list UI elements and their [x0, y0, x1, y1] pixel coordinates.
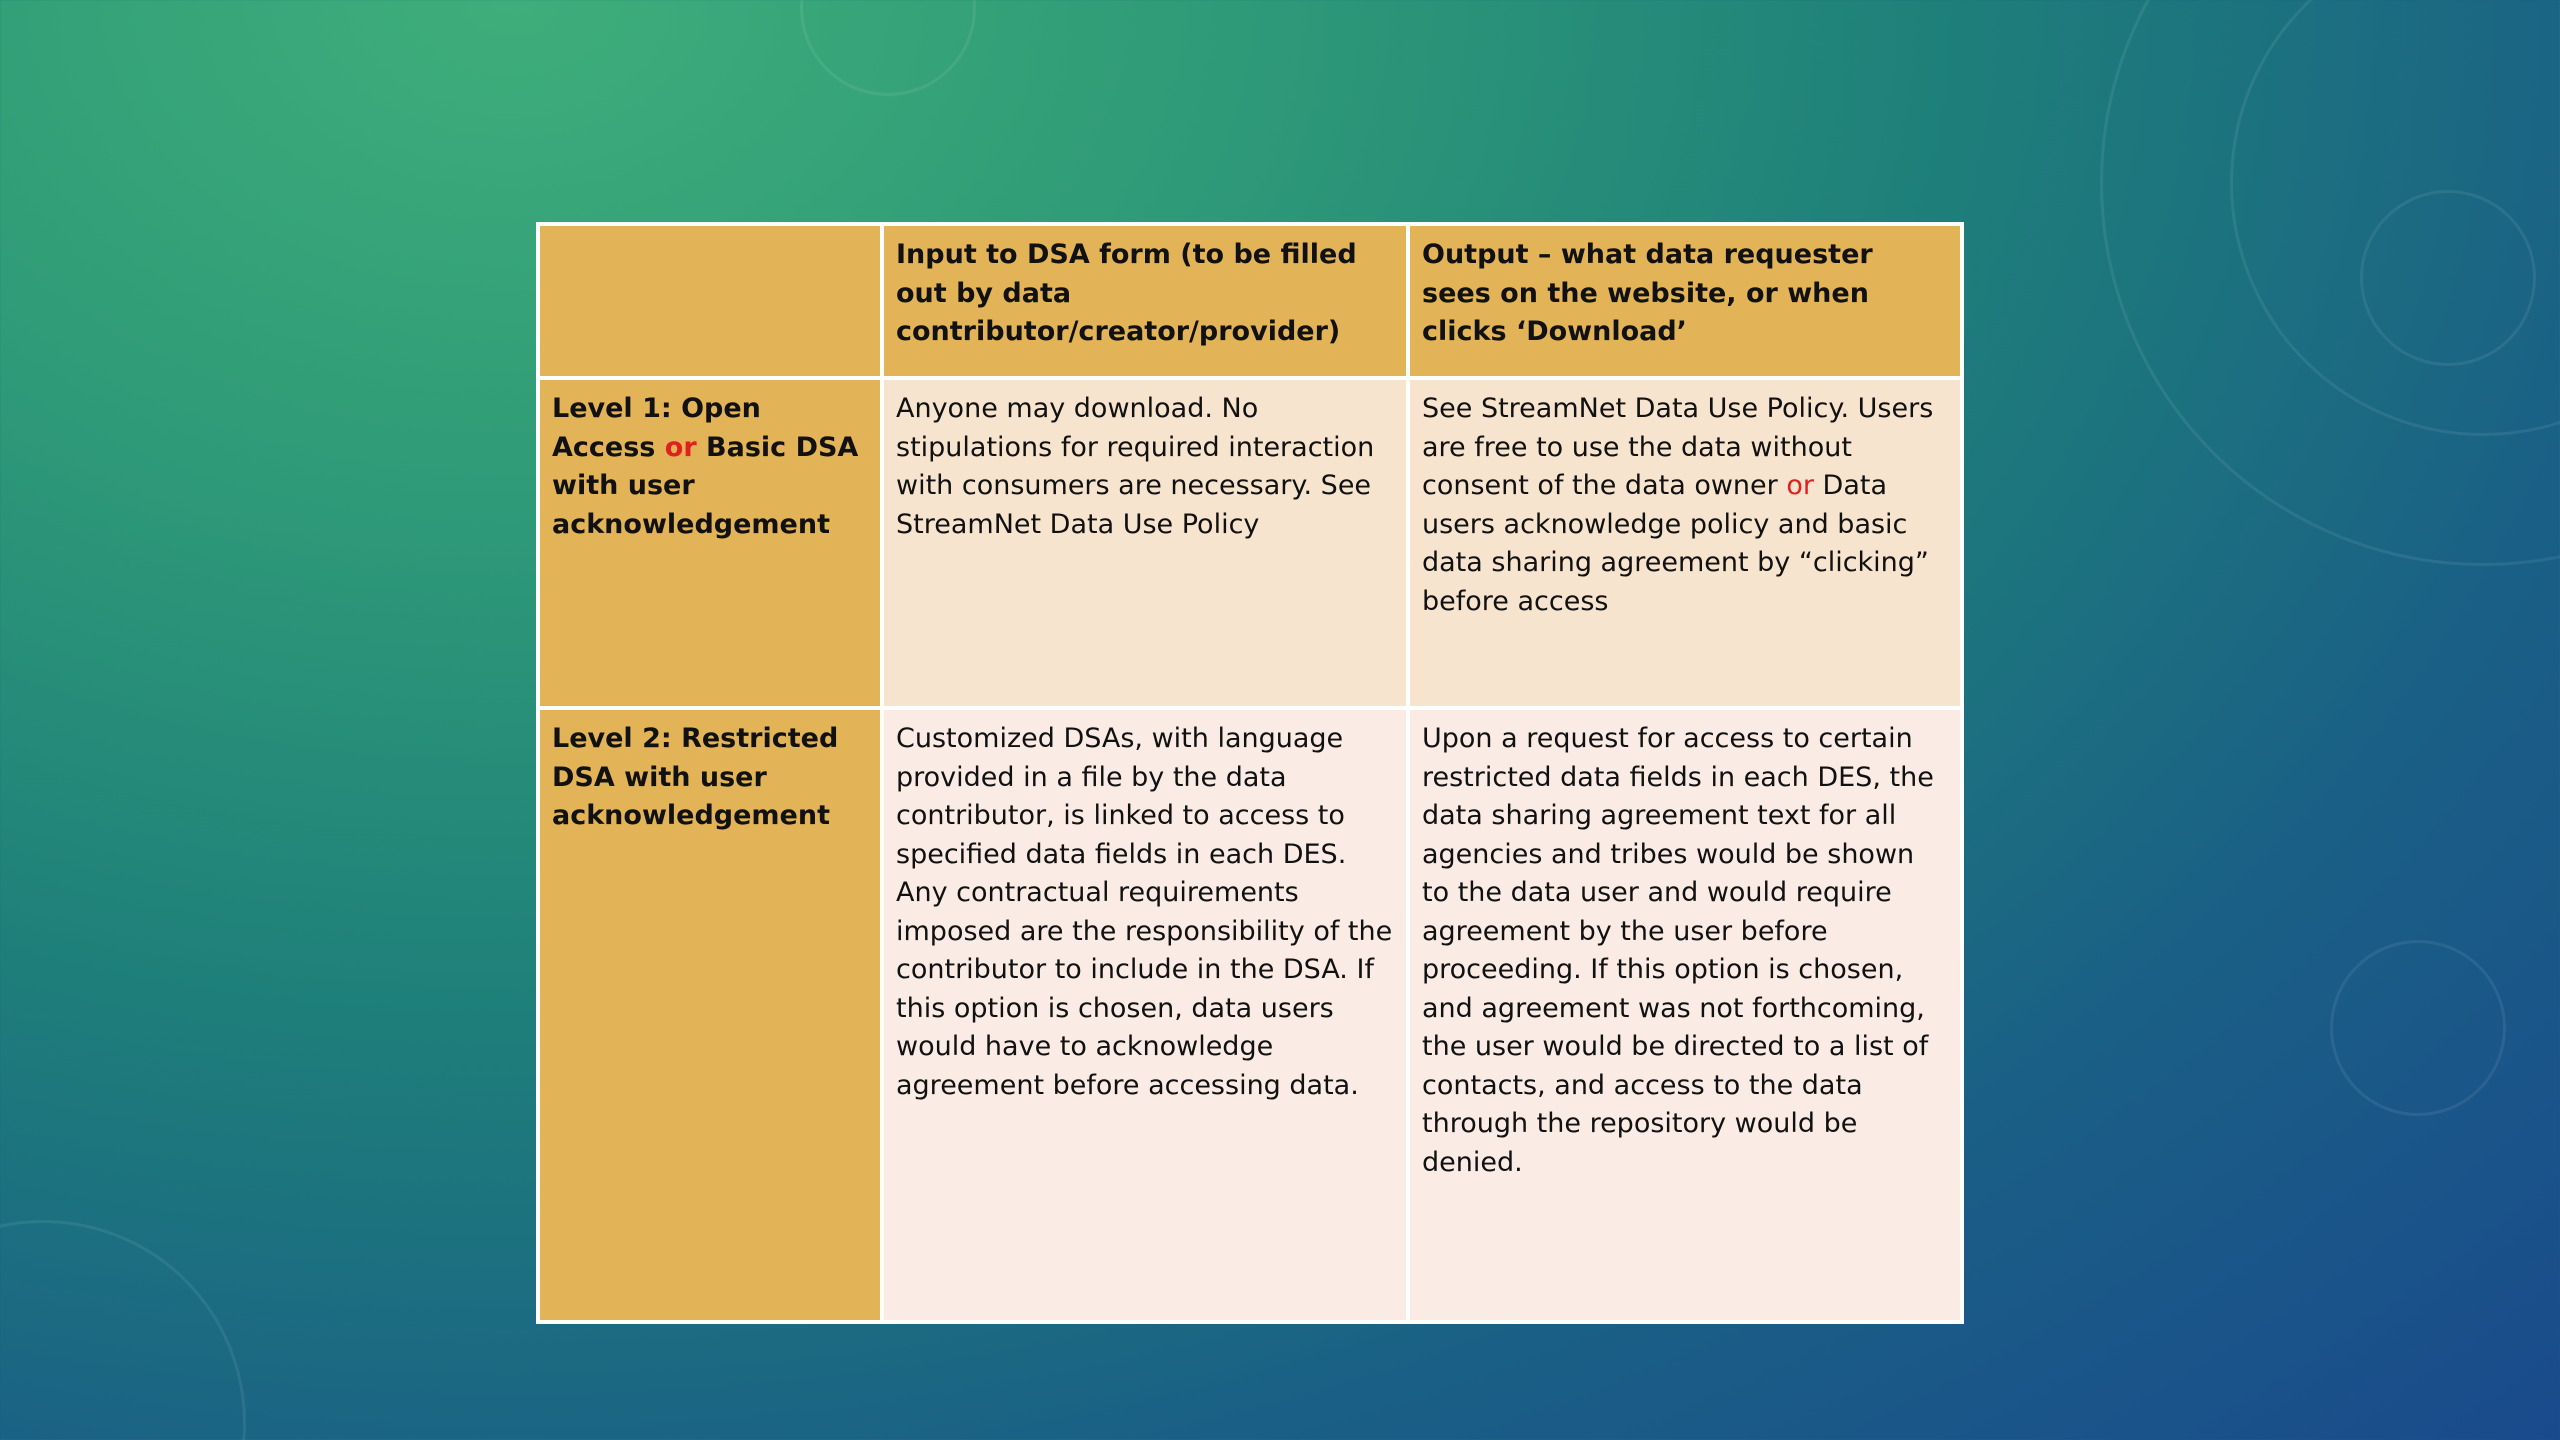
dsa-levels-table — [536, 222, 1964, 1324]
table-header-row — [538, 224, 1962, 378]
level-1-text-cont: Basic DSA with user acknowledgement — [552, 431, 859, 540]
level-1-output-text: See StreamNet Data Use Policy. Users are free to use the data without consent of the data owner — [1422, 393, 1934, 501]
level-1-label — [538, 378, 882, 708]
table-row — [538, 708, 1962, 1322]
or-highlight: or — [664, 431, 697, 463]
level-2-input: Customized DSAs, with language provided in a file by the data contributor, is linked to access to specified data fields in each DES. Any contractual requirements imposed are the responsibility of the contributor to include in the DSA. If this option is chosen, data users would have to acknowledge agreement before accessing data. — [882, 708, 1408, 1322]
header-cell-input: Input to DSA form (to be filled out by data contributor/creator/provider) — [882, 224, 1408, 378]
background-decoration — [2360, 190, 2536, 366]
level-2-output: Upon a request for access to certain restricted data fields in each DES, the data sharing agreement text for all agencies and tribes would be shown to the data user and would require agreement by the user before proceeding. If this option is chosen, and agreement was not forthcoming, the user would be directed to a list of contacts, and access to the data through the repository would be denied. — [1408, 708, 1962, 1322]
header-cell-output: Output – what data requester sees on the website, or when clicks ‘Download’ — [1408, 224, 1962, 378]
table-row — [538, 378, 1962, 708]
or-highlight: or — [1786, 470, 1814, 501]
level-1-input: Anyone may download. No stipulations for required interaction with consumers are necessary. See StreamNet Data Use Policy — [882, 378, 1408, 708]
background-decoration — [2330, 940, 2506, 1116]
level-1-text: Level 1: Open Access — [552, 393, 761, 463]
level-2-label: Level 2: Restricted DSA with user acknowledgement — [538, 708, 882, 1322]
background-decoration — [800, 0, 976, 96]
background-decoration — [0, 1220, 246, 1440]
header-cell-empty — [538, 224, 882, 378]
level-1-output — [1408, 378, 1962, 708]
level-1-output-text-cont: Data users acknowledge policy and basic data sharing agreement by “clicking” before access — [1422, 470, 1929, 617]
